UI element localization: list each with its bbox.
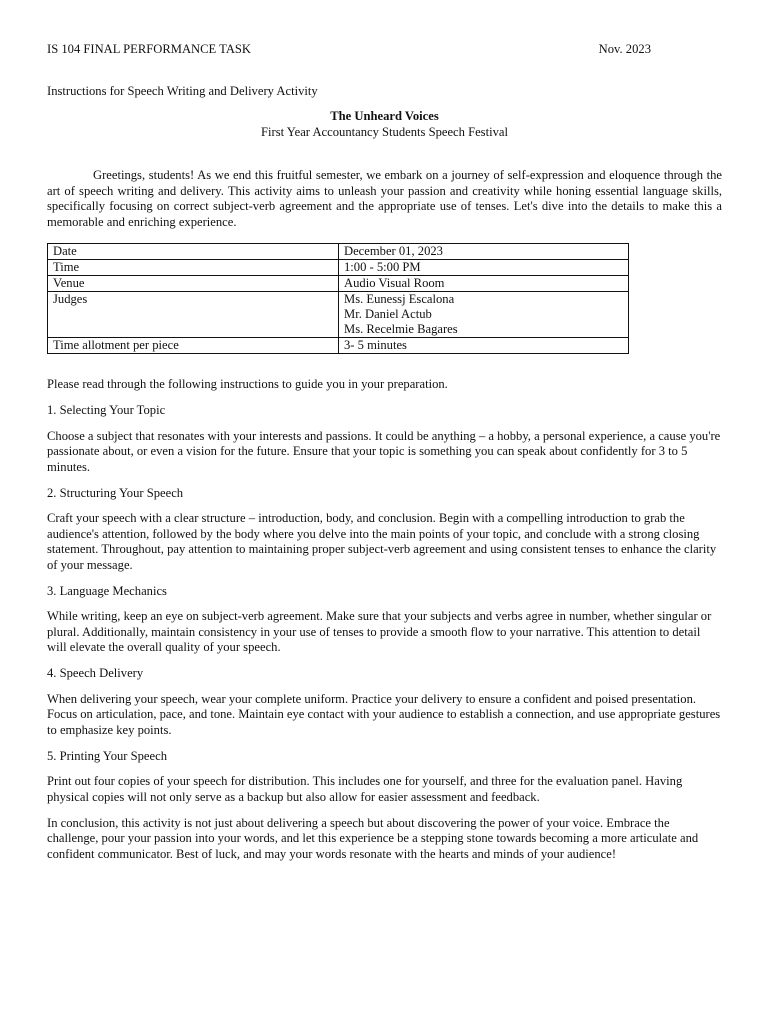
section-paragraph: When delivering your speech, wear your complete uniform. Practice your delivery to ensure a confident and poised presentation. Focus on articulation, pace, and tone. Maintain eye contact with your audience to establish a connection, and use appropriate gestures to emphasize key points. xyxy=(47,691,721,737)
section-heading: 5. Printing Your Speech xyxy=(47,748,167,763)
venue-value: Audio Visual Room xyxy=(339,276,629,292)
table-row xyxy=(48,338,629,354)
conclusion-paragraph: In conclusion, this activity is not just about delivering a speech but about discovering the power of your voice. Embrace the challenge, pour your passion into your words, and let this experience be a stepping stone towards becoming a more articulate and confident communicator. Best of luck, and may your words resonate with the hearts and minds of your audience! xyxy=(47,815,699,861)
section-paragraph: While writing, keep an eye on subject-verb agreement. Make sure that your subjects and verbs agree in number, whether singular or plural. Additionally, maintain consistency in your use of tenses to provide a smooth flow to your narrative. This attention to detail will elevate the overall quality of your speech. xyxy=(47,609,712,654)
event-subtitle: First Year Accountancy Students Speech Festival xyxy=(261,125,508,139)
section-heading: 2. Structuring Your Speech xyxy=(47,485,184,500)
lead-paragraph: Please read through the following instructions to guide you in your preparation. xyxy=(47,377,448,391)
section-heading: 3. Language Mechanics xyxy=(47,583,167,598)
judge-name: Mr. Daniel Actub xyxy=(344,307,432,321)
venue-label: Venue xyxy=(48,276,339,292)
section-paragraph: Print out four copies of your speech for distribution. This includes one for yourself, and three for the evaluation panel. Having physical copies will not only serve as a backup but also allow for easier assessment and feedback. xyxy=(47,774,683,804)
time-label: Time xyxy=(48,260,339,276)
date-value: December 01, 2023 xyxy=(339,244,629,260)
instructions-body xyxy=(47,377,722,873)
judge-name: Ms. Recelmie Bagares xyxy=(344,322,458,336)
section-heading: 4. Speech Delivery xyxy=(47,666,144,680)
judges-list xyxy=(339,292,629,338)
table-row xyxy=(48,276,629,292)
section-heading: 1. Selecting Your Topic xyxy=(47,403,166,417)
date-label: Date xyxy=(48,244,339,260)
allotment-value: 3- 5 minutes xyxy=(339,338,629,354)
table-row xyxy=(48,244,629,260)
instructions-title: Instructions for Speech Writing and Delivery Activity xyxy=(47,84,318,98)
table-row xyxy=(48,260,629,276)
course-title: IS 104 FINAL PERFORMANCE TASK xyxy=(47,42,252,56)
judge-name: Ms. Eunessj Escalona xyxy=(344,292,455,306)
section-paragraph: Choose a subject that resonates with your interests and passions. It could be anything – a hobby, a personal experience, a cause you're passionate about, or even a vision for the future. Ensure that your topic is something you can speak about confidently for 3 to 5 minutes. xyxy=(47,428,721,474)
intro-paragraph: Greetings, students! As we end this fruitful semester, we embark on a journey of self-expression and eloquence through the art of speech writing and delivery. This activity aims to unleash your passion and creativity while honing essential language skills, specifically focusing on correct subject-verb agreement and the appropriate use of tenses. Let's dive into the details to make this a memorable and enriching experience. xyxy=(47,168,722,229)
section-paragraph: Craft your speech with a clear structure – introduction, body, and conclusion. Begin with a compelling introduction to grab the audience's attention, followed by the body where you delve into the main points of your topic, and conclude with a strong closing statement. Throughout, pay attention to maintaining proper subject-verb agreement and using consistent tenses to enhance the clarity of your message. xyxy=(47,511,717,572)
header-date: Nov. 2023 xyxy=(598,42,651,56)
judges-label: Judges xyxy=(48,292,339,338)
time-value: 1:00 - 5:00 PM xyxy=(339,260,629,276)
event-title: The Unheard Voices xyxy=(330,109,439,123)
page-header xyxy=(47,42,651,58)
event-details-table xyxy=(47,243,629,354)
allotment-label: Time allotment per piece xyxy=(48,338,339,354)
table-row xyxy=(48,292,629,338)
